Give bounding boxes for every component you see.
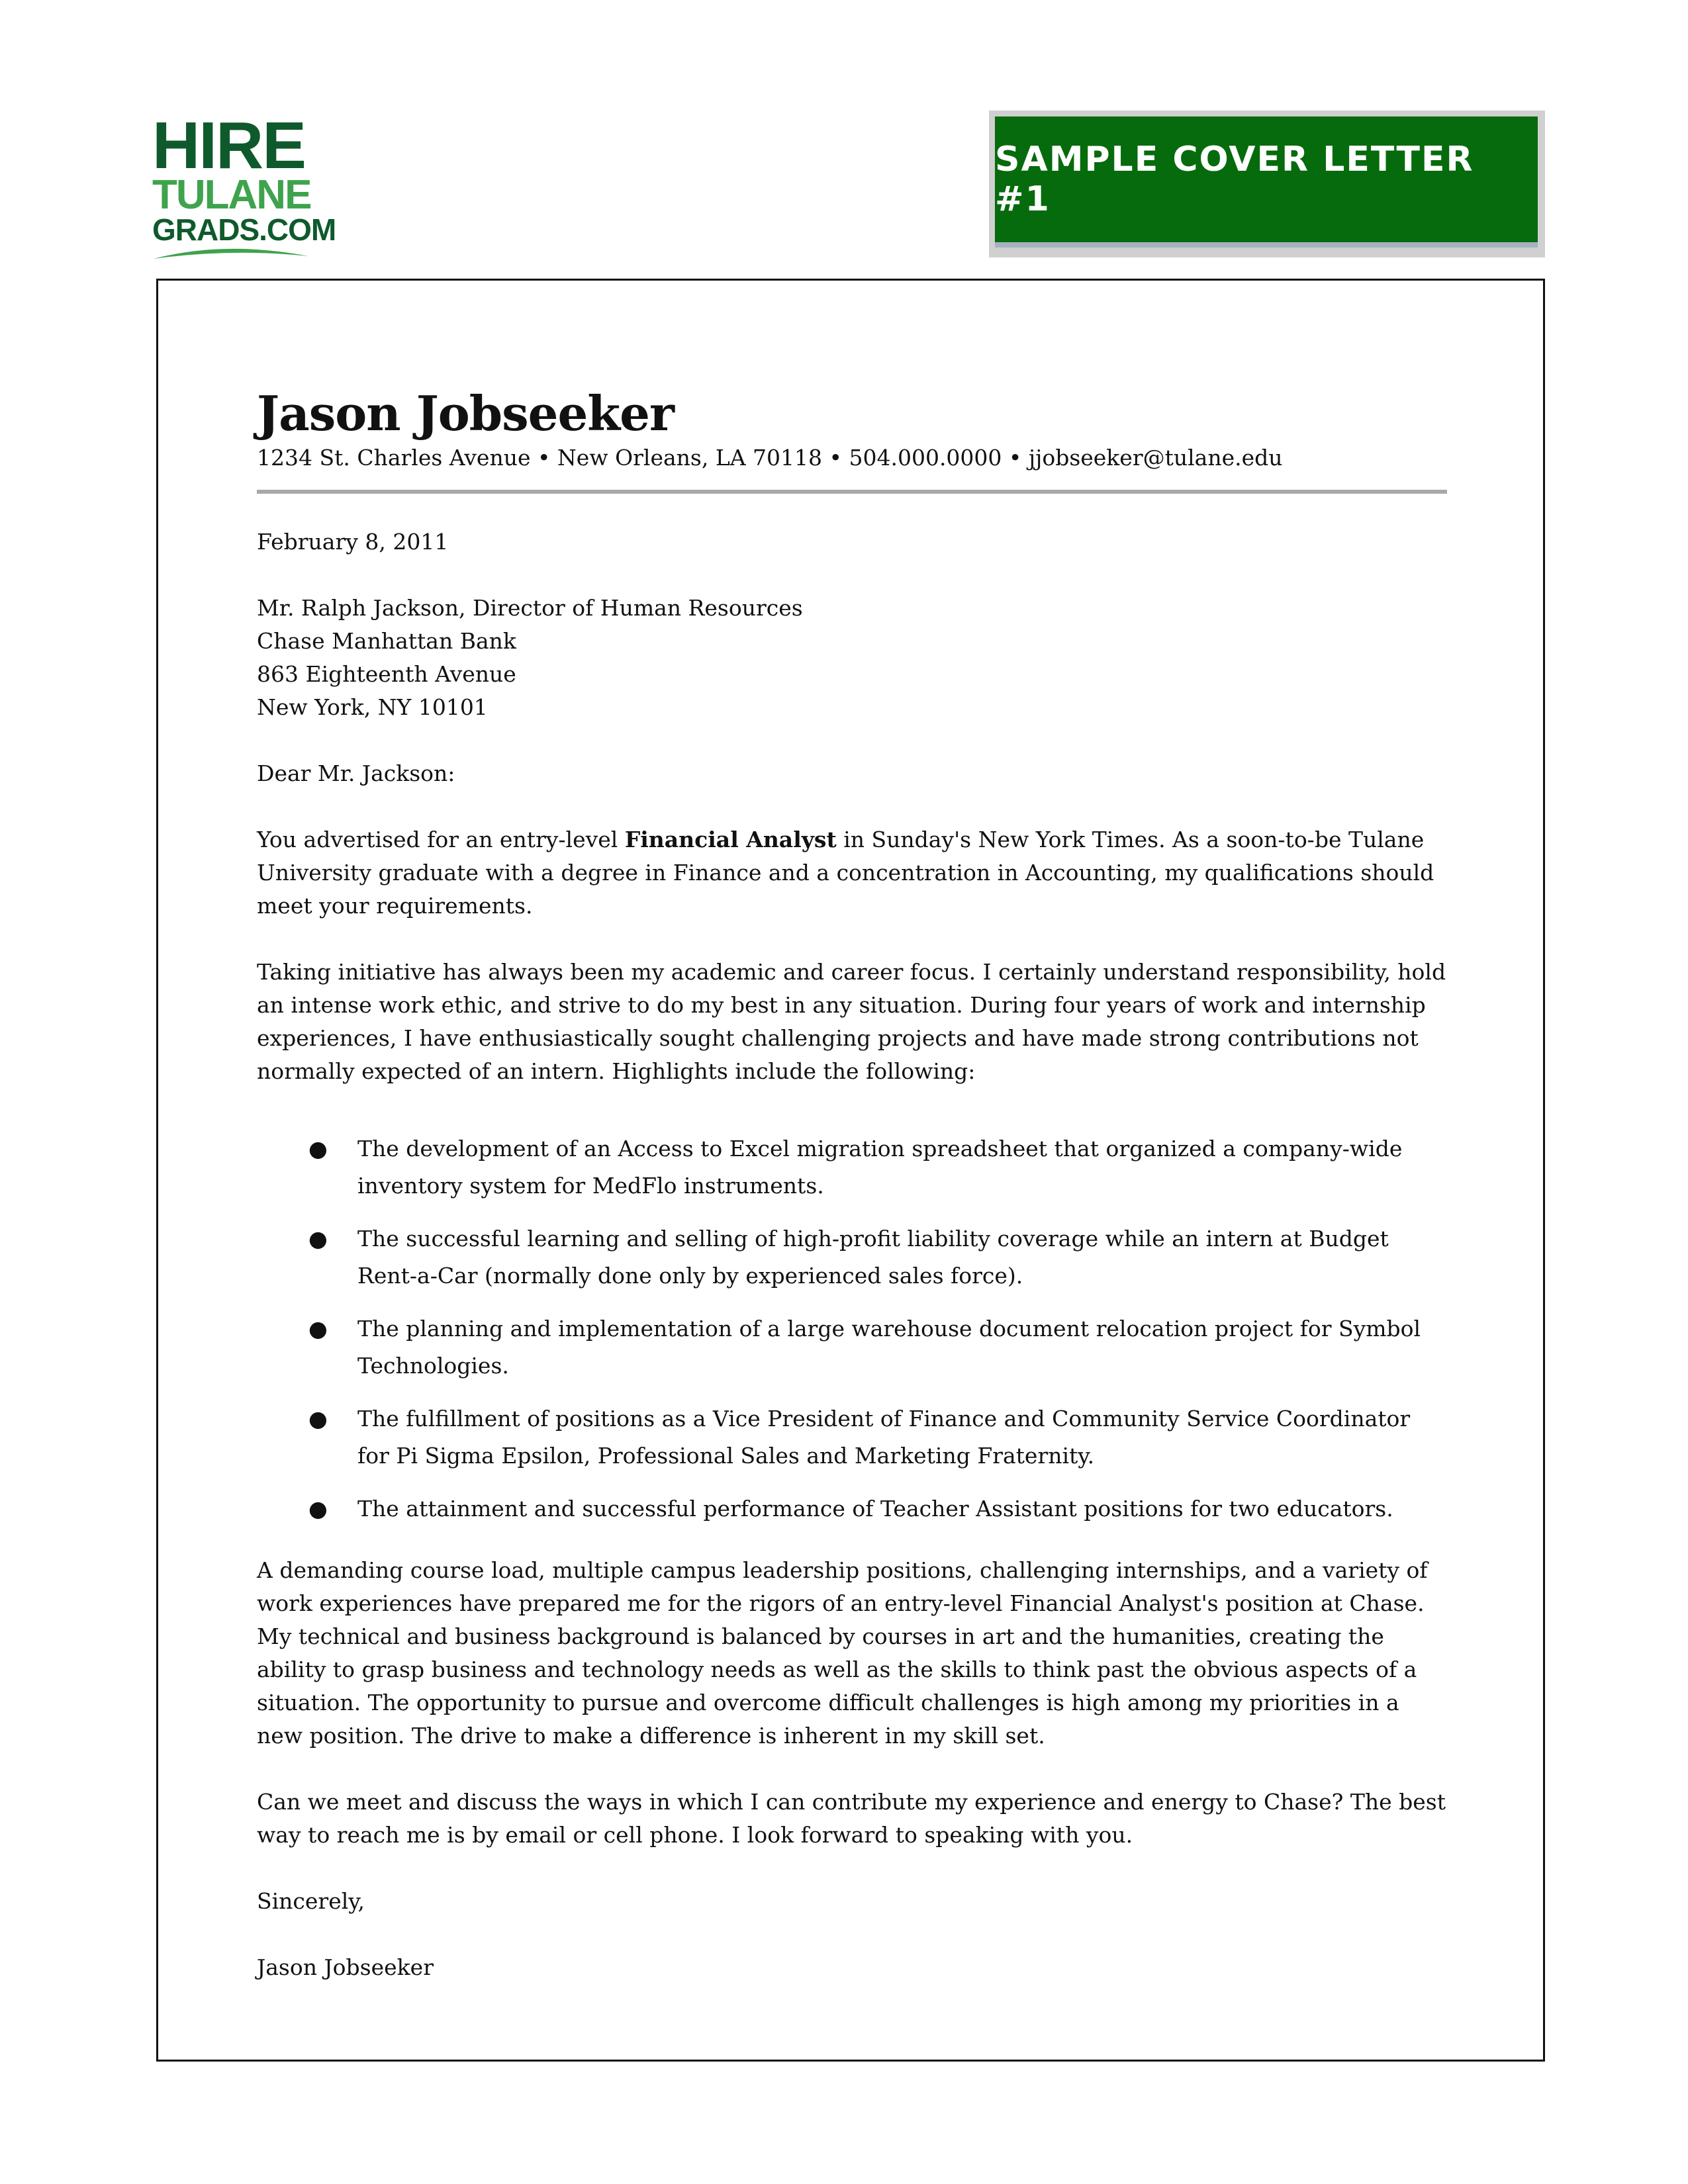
- salutation: Dear Mr. Jackson:: [257, 760, 455, 786]
- highlight-text: The attainment and successful performance of Teacher Assistant positions for two educators.: [357, 1496, 1393, 1522]
- highlight-text: The development of an Access to Excel migration spreadsheet that organized a company-wide inventory system for MedFlo instruments.: [357, 1136, 1403, 1199]
- recipient-line: 863 Eighteenth Avenue: [257, 661, 516, 687]
- list-item: [257, 1220, 1448, 1295]
- bullet-icon: ●: [308, 1316, 328, 1342]
- letter-content: [257, 371, 1448, 2017]
- highlights-list: [257, 1130, 1448, 1527]
- paragraph-initiative: Taking initiative has always been my academic and career focus. I certainly understand responsibility, hold an intense work ethic, and strive to do my best in any situation. During four years of work and internship experiences, I have enthusiastically sought challenging projects and have made strong contributions not normally expected of an intern. Highlights include the following:: [257, 959, 1446, 1084]
- recipient-line: Mr. Ralph Jackson, Director of Human Resources: [257, 595, 803, 621]
- sample-cover-letter-badge: [995, 116, 1538, 248]
- signature: Jason Jobseeker: [257, 1954, 434, 1980]
- list-item: [257, 1400, 1448, 1475]
- header-divider: [257, 490, 1447, 494]
- logo-hire-text: HIRE: [152, 109, 305, 183]
- recipient-line: Chase Manhattan Bank: [257, 628, 516, 654]
- paragraph-intro-start: You advertised for an entry-level: [257, 827, 625, 852]
- badge-label: SAMPLE COVER LETTER #1: [995, 140, 1474, 219]
- letter-date: February 8, 2011: [257, 529, 449, 555]
- logo-tulane-text: TULANE: [152, 172, 311, 218]
- paragraph-intro: [257, 823, 1448, 923]
- list-item: [257, 1490, 1448, 1527]
- highlight-text: The fulfillment of positions as a Vice President of Finance and Community Service Coordinator for Pi Sigma Epsilon, Professional Sales and Marketing Fraternity.: [357, 1406, 1411, 1469]
- contact-line: 1234 St. Charles Avenue • New Orleans, LA 70118 • 504.000.0000 • jjobseeker@tulane.edu: [257, 445, 1283, 471]
- highlight-text: The successful learning and selling of high-profit liability coverage while an intern at Budget Rent-a-Car (normally done only by experienced sales force).: [357, 1226, 1389, 1289]
- recipient-line: New York, NY 10101: [257, 694, 488, 720]
- bullet-icon: ●: [308, 1496, 328, 1522]
- paragraph-intro-end: in Sunday's New York Times. As a soon-to-be Tulane University graduate with a degree in Finance and a concentration in Accounting, my qualifications should meet your requirements.: [257, 827, 1434, 919]
- highlight-text: The planning and implementation of a large warehouse document relocation project for Symbol Technologies.: [357, 1316, 1421, 1379]
- hire-tulane-grads-logo: [152, 109, 336, 265]
- logo-grads-text: GRADS.COM: [152, 212, 336, 247]
- job-title-emphasis: Financial Analyst: [624, 827, 837, 852]
- bullet-icon: ●: [308, 1136, 328, 1161]
- closing: Sincerely,: [257, 1888, 365, 1914]
- applicant-name: Jason Jobseeker: [257, 385, 674, 441]
- paragraph-background: A demanding course load, multiple campus leadership positions, challenging internships, and a variety of work experiences have prepared me for the rigors of an entry-level Financial Analyst's position at Chase. My technical and business background is balanced by courses in art and the humanities, creating the ability to grasp business and technology needs as well as the skills to think past the obvious aspects of a situation. The opportunity to pursue and overcome difficult challenges is high among my priorities in a new position. The drive to make a difference is inherent in my skill set.: [257, 1557, 1428, 1749]
- list-item: [257, 1310, 1448, 1385]
- recipient-address: [257, 592, 1448, 724]
- paragraph-closing-request: Can we meet and discuss the ways in which I can contribute my experience and energy to Chase? The best way to reach me is by email or cell phone. I look forward to speaking with you.: [257, 1789, 1446, 1848]
- bullet-icon: ●: [308, 1226, 328, 1251]
- logo-swoosh-icon: [152, 242, 311, 261]
- bullet-icon: ●: [308, 1406, 328, 1432]
- list-item: [257, 1130, 1448, 1205]
